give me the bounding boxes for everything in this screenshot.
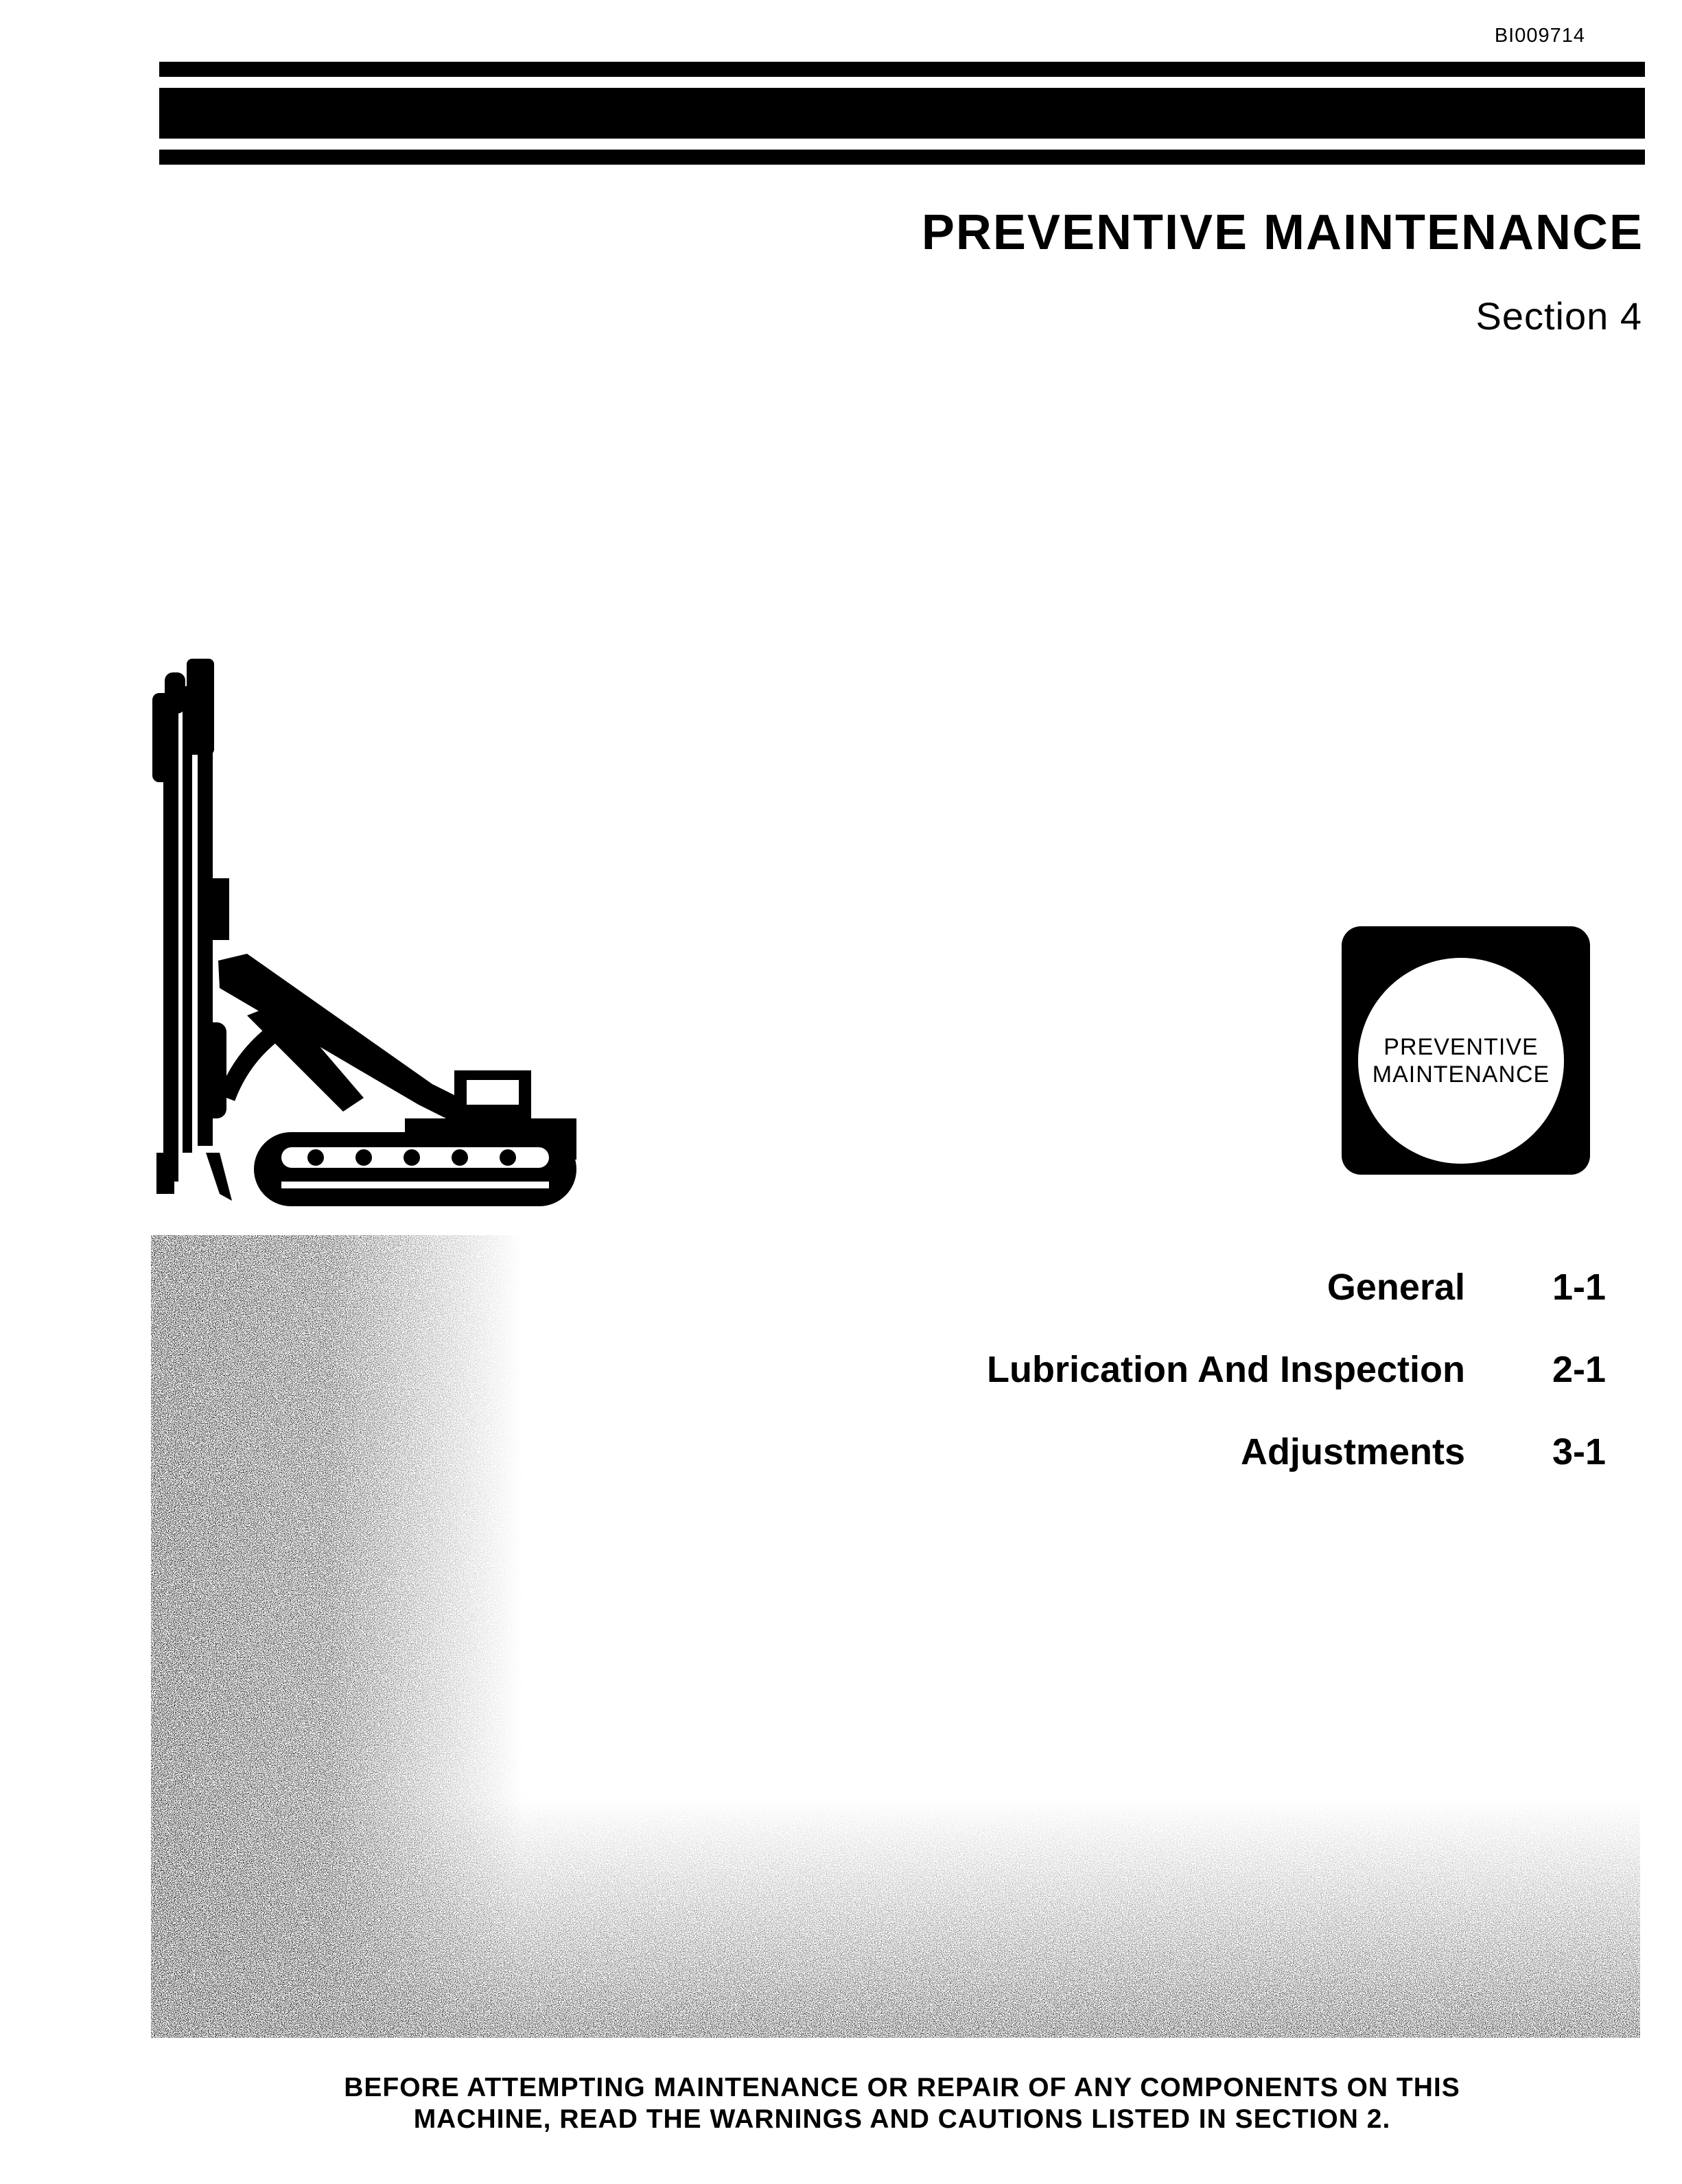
warning-line-1: BEFORE ATTEMPTING MAINTENANCE OR REPAIR OF ANY COMPONENTS ON THIS (344, 2073, 1460, 2102)
toc-entry-page: 2-1 (1552, 1349, 1606, 1390)
safety-warning (159, 2072, 1645, 2135)
toc-row-lubrication[interactable] (892, 1348, 1606, 1431)
toc-entry-page: 3-1 (1552, 1431, 1606, 1472)
section-badge (1342, 926, 1590, 1175)
document-id: BI009714 (1494, 25, 1585, 47)
header-rule-top (159, 62, 1645, 77)
toc-entry-title: Adjustments (1240, 1431, 1465, 1472)
toc-entry-title: Lubrication And Inspection (987, 1349, 1465, 1390)
header-rule-band (159, 88, 1645, 139)
table-of-contents (892, 1266, 1606, 1513)
warning-line-2: MACHINE, READ THE WARNINGS AND CAUTIONS LISTED IN SECTION 2. (413, 2104, 1391, 2134)
drill-rig-icon (144, 659, 611, 1208)
header-rule-bottom (159, 150, 1645, 165)
badge-line-2: MAINTENANCE (1372, 1061, 1550, 1088)
section-label: Section 4 (1475, 294, 1642, 338)
page-title: PREVENTIVE MAINTENANCE (921, 205, 1644, 260)
toc-entry-page: 1-1 (1552, 1267, 1606, 1308)
toc-row-general[interactable] (892, 1266, 1606, 1348)
toc-row-adjustments[interactable] (892, 1431, 1606, 1513)
badge-line-1: PREVENTIVE (1383, 1034, 1539, 1060)
toc-entry-title: General (1327, 1267, 1465, 1308)
badge-circle (1358, 958, 1564, 1164)
